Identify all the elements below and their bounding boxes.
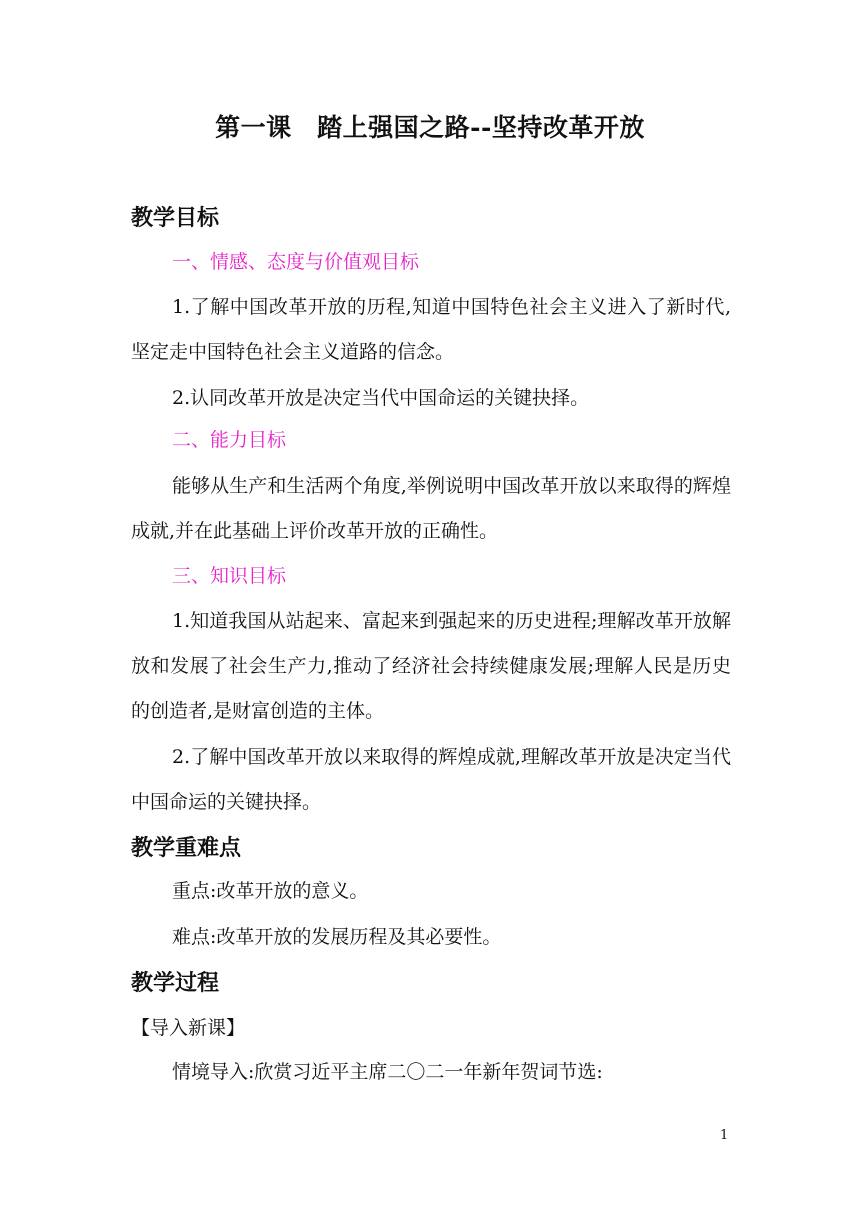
knowledge-paragraph-2: 2.了解中国改革开放以来取得的辉煌成就,理解改革开放是决定当代中国命运的关键抉择。 — [131, 746, 731, 813]
difficulty-point: 难点:改革开放的发展历程及其必要性。 — [172, 926, 502, 948]
lesson-title: 第一课 踏上强国之路--坚持改革开放 — [215, 113, 645, 142]
ability-paragraph: 能够从生产和生活两个角度,举例说明中国改革开放以来取得的辉煌成就,并在此基础上评价改革开放的正确性。 — [131, 475, 731, 542]
intro-label: 【导入新课】 — [131, 1017, 246, 1039]
intro-text: 情境导入:欣赏习近平主席二〇二一年新年贺词节选: — [172, 1061, 603, 1083]
key-points-heading: 教学重难点 — [131, 835, 242, 861]
page-number: 1 — [720, 1128, 729, 1143]
ability-subheading: 二、能力目标 — [172, 429, 287, 451]
process-heading: 教学过程 — [131, 970, 220, 996]
knowledge-paragraph-1: 1.知道我国从站起来、富起来到强起来的历史进程;理解改革开放解放和发展了社会生产力,推动了经济社会持续健康发展;理解人民是历史的创造者,是财富创造的主体。 — [131, 610, 731, 722]
objectives-heading: 教学目标 — [131, 205, 220, 231]
focus-point: 重点:改革开放的意义。 — [172, 880, 369, 902]
knowledge-subheading: 三、知识目标 — [172, 565, 287, 587]
emotion-subheading: 一、情感、态度与价值观目标 — [172, 251, 420, 273]
emotion-paragraph-1: 1.了解中国改革开放的历程,知道中国特色社会主义进入了新时代,坚定走中国特色社会主义道路的信念。 — [131, 296, 731, 363]
emotion-paragraph-2: 2.认同改革开放是决定当代中国命运的关键抉择。 — [172, 387, 590, 409]
